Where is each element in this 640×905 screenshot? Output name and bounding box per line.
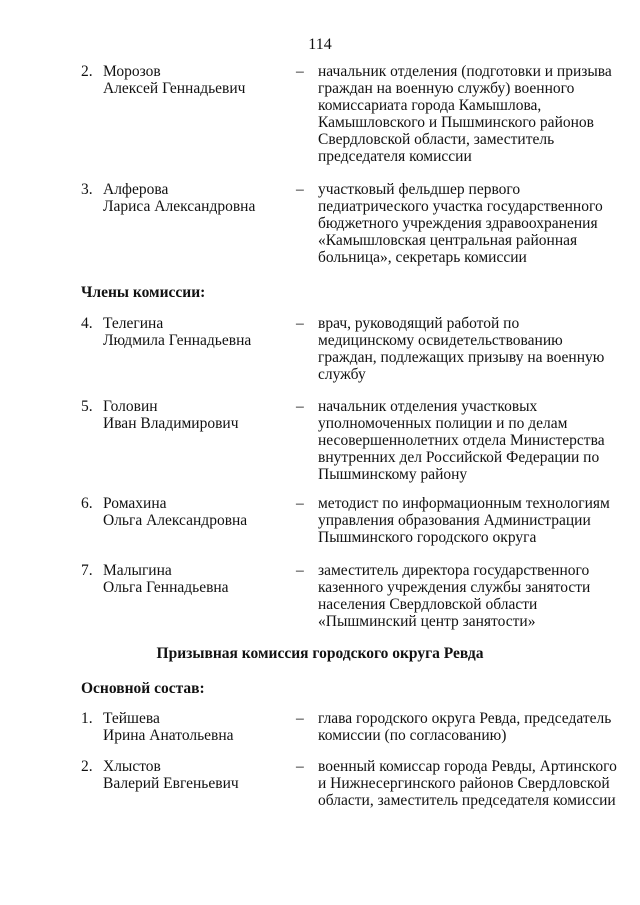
- item-number: 2.: [81, 63, 93, 80]
- dash-separator: –: [296, 710, 304, 727]
- given-names: Иван Владимирович: [103, 415, 239, 432]
- dash-separator: –: [296, 758, 304, 775]
- surname: Морозов: [103, 63, 161, 80]
- item-number: 1.: [81, 710, 93, 727]
- position-description: методист по информационным технологиям управления образования Администрации Пышминского городского округа: [318, 495, 610, 546]
- person-name: [103, 710, 288, 744]
- surname: Хлыстов: [103, 758, 161, 775]
- person-name: [103, 398, 288, 432]
- position-description: начальник отделения (подготовки и призыва граждан на военную службу) военного комиссариата города Камышлова, Камышловского и Пышминского районов Свердловской области, заместитель председателя комиссии: [318, 63, 612, 165]
- person-name: [103, 315, 288, 349]
- person-name: [103, 758, 288, 792]
- position-description: врач, руководящий работой по медицинскому освидетельствованию граждан, подлежащих призыву на военную службу: [318, 315, 605, 383]
- given-names: Лариса Александровна: [103, 198, 256, 215]
- person-name: [103, 562, 288, 596]
- dash-separator: –: [296, 495, 304, 512]
- given-names: Валерий Евгеньевич: [103, 775, 239, 792]
- item-number: 3.: [81, 181, 93, 198]
- commission-heading: Призывная комиссия городского округа Ревда: [156, 645, 484, 662]
- item-number: 2.: [81, 758, 93, 775]
- position-description: заместитель директора государственного казенного учреждения службы занятости населения Свердловской области «Пышминский центр занятости»: [318, 562, 591, 630]
- position-description: участковый фельдшер первого педиатрического участка государственного бюджетного учреждения здравоохранения «Камышловская центральная районная больница», секретарь комиссии: [318, 181, 603, 266]
- main-composition-heading: Основной состав:: [81, 680, 205, 697]
- person-name: [103, 495, 288, 529]
- surname: Тейшева: [103, 710, 160, 727]
- position-description: начальник отделения участковых уполномоченных полиции и по делам несовершеннолетних отдела Министерства внутренних дел Российской Федерации по Пышминскому району: [318, 398, 605, 483]
- item-number: 7.: [81, 562, 93, 579]
- dash-separator: –: [296, 398, 304, 415]
- surname: Телегина: [103, 315, 164, 332]
- item-number: 6.: [81, 495, 93, 512]
- members-heading: Члены комиссии:: [81, 284, 206, 301]
- page-number: 114: [308, 36, 332, 53]
- surname: Алферова: [103, 181, 169, 198]
- dash-separator: –: [296, 562, 304, 579]
- given-names: Ольга Александровна: [103, 512, 248, 529]
- position-description: военный комиссар города Ревды, Артинского и Нижнесергинского районов Свердловской области, заместитель председателя комиссии: [318, 758, 617, 809]
- given-names: Алексей Геннадьевич: [103, 80, 246, 97]
- given-names: Людмила Геннадьевна: [103, 332, 252, 349]
- surname: Малыгина: [103, 562, 172, 579]
- surname: Ромахина: [103, 495, 167, 512]
- surname: Головин: [103, 398, 158, 415]
- given-names: Ольга Геннадьевна: [103, 579, 229, 596]
- dash-separator: –: [296, 315, 304, 332]
- person-name: [103, 181, 288, 215]
- dash-separator: –: [296, 63, 304, 80]
- item-number: 5.: [81, 398, 93, 415]
- position-description: глава городского округа Ревда, председатель комиссии (по согласованию): [318, 710, 612, 744]
- item-number: 4.: [81, 315, 93, 332]
- given-names: Ирина Анатольевна: [103, 727, 234, 744]
- dash-separator: –: [296, 181, 304, 198]
- person-name: [103, 63, 288, 97]
